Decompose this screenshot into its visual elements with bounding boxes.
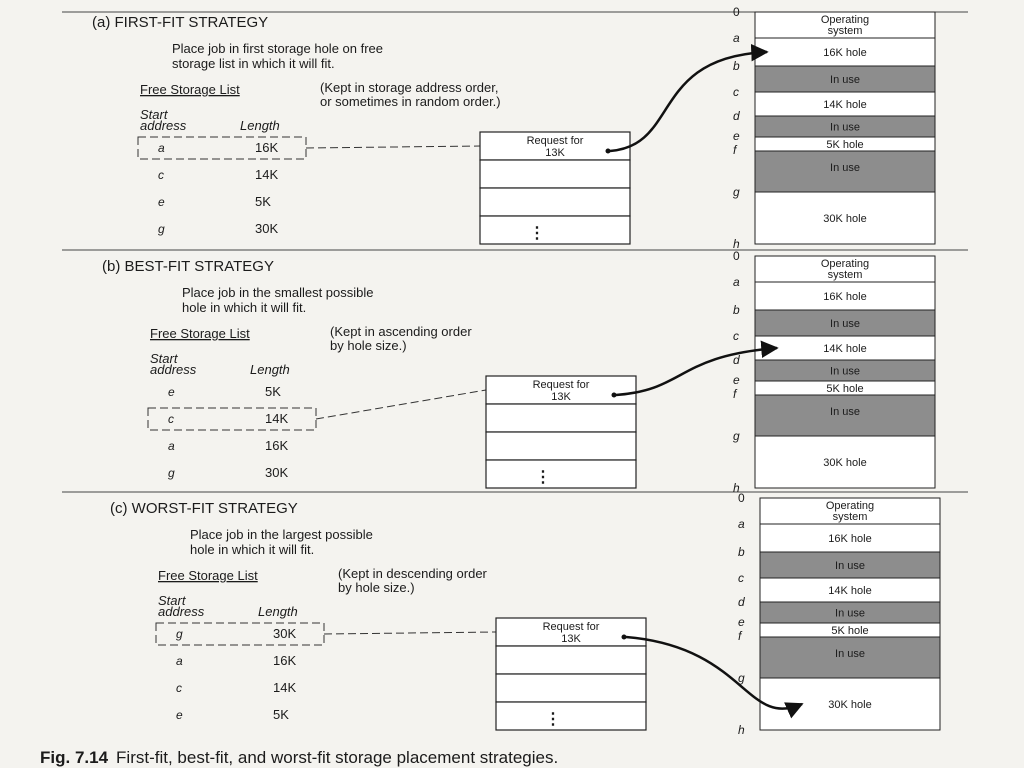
address-marker: 0	[738, 491, 745, 505]
panel-b	[102, 249, 935, 495]
address-marker: g	[733, 185, 740, 199]
placement-arrow	[610, 52, 767, 151]
address-marker: e	[733, 373, 740, 387]
length-header: Length	[250, 362, 290, 377]
os-label: system	[827, 269, 863, 281]
list-row-length: 16K	[265, 438, 289, 453]
panel-title: (a) FIRST-FIT STRATEGY	[92, 14, 269, 31]
request-origin-dot	[606, 149, 611, 154]
request-size: 13K	[561, 633, 581, 645]
list-row-address: c	[168, 412, 174, 426]
hole-label: 5K hole	[826, 383, 864, 395]
request-queue-slot	[480, 188, 630, 216]
request-label: Request for	[526, 135, 584, 147]
address-marker: b	[733, 59, 740, 73]
request-origin-dot	[612, 393, 617, 398]
panel-title: (b) BEST-FIT STRATEGY	[102, 258, 274, 275]
address-marker: g	[738, 671, 745, 685]
hole-label: 30K hole	[823, 213, 867, 225]
request-queue-slot	[480, 160, 630, 188]
list-order-note: (Kept in ascending order	[330, 324, 472, 339]
selection-connector	[324, 632, 496, 634]
list-order-note: by hole size.)	[330, 338, 407, 353]
in-use-label: In use	[830, 318, 860, 330]
list-row-length: 14K	[265, 411, 289, 426]
address-marker: a	[733, 31, 740, 45]
list-row-length: 16K	[273, 653, 297, 668]
strategy-description: Place job in the smallest possible	[182, 285, 374, 300]
hole-label: 16K hole	[823, 291, 867, 303]
list-row-length: 5K	[265, 384, 281, 399]
start-address-header: Start	[140, 107, 168, 122]
list-row-address: e	[168, 385, 175, 399]
list-row-address: c	[158, 168, 164, 182]
list-row-address: e	[176, 708, 183, 722]
placement-arrow	[616, 348, 777, 395]
address-marker: e	[733, 129, 740, 143]
list-row-address: g	[176, 627, 183, 641]
list-row-length: 5K	[255, 194, 271, 209]
in-use-label: In use	[835, 607, 865, 620]
list-row-address: a	[168, 439, 175, 453]
request-label: Request for	[542, 621, 600, 633]
strategy-description: storage list in which it will fit.	[172, 56, 335, 71]
address-marker: h	[733, 237, 740, 251]
free-list-heading: Free Storage List	[158, 568, 258, 583]
address-marker: c	[733, 85, 739, 99]
address-marker: g	[733, 429, 740, 443]
list-row-length: 16K	[255, 140, 279, 155]
request-queue-slot	[486, 404, 636, 432]
request-size: 13K	[545, 147, 565, 159]
request-queue-slot	[496, 646, 646, 674]
strategy-description: hole in which it will fit.	[190, 542, 315, 557]
strategy-description: Place job in first storage hole on free	[172, 41, 384, 56]
os-label: Operating	[825, 500, 875, 512]
in-use-label: In use	[830, 365, 860, 378]
in-use-label: In use	[830, 162, 860, 174]
start-address-header: Start	[150, 351, 178, 366]
length-header: Length	[240, 118, 280, 133]
address-marker: 0	[733, 249, 740, 263]
panel-title: (c) WORST-FIT STRATEGY	[110, 500, 298, 517]
address-marker: e	[738, 615, 745, 629]
list-order-note: (Kept in descending order	[338, 566, 487, 581]
os-label: Operating	[820, 14, 870, 26]
selection-connector	[316, 390, 486, 419]
address-marker: f	[733, 143, 737, 157]
list-row-address: g	[168, 466, 175, 480]
list-order-note: (Kept in storage address order,	[320, 80, 499, 95]
in-use-label: In use	[830, 406, 860, 418]
list-order-note: or sometimes in random order.)	[320, 94, 501, 109]
address-marker: f	[733, 387, 737, 401]
hole-label: 30K hole	[823, 457, 867, 469]
os-label: system	[827, 25, 863, 37]
address-marker: h	[738, 723, 745, 737]
os-label: system	[832, 511, 868, 523]
address-marker: b	[733, 303, 740, 317]
address-marker: b	[738, 545, 745, 559]
free-list-heading: Free Storage List	[150, 326, 250, 341]
figure-number: Fig. 7.14	[40, 748, 109, 767]
os-label: Operating	[820, 258, 870, 270]
hole-label: 16K hole	[828, 533, 872, 545]
hole-label: 14K hole	[823, 99, 867, 111]
address-marker: d	[733, 353, 740, 367]
hole-label: 14K hole	[823, 343, 867, 355]
length-header: Length	[258, 604, 298, 619]
start-address-header: address	[158, 604, 205, 619]
request-queue-slot	[486, 432, 636, 460]
request-queue-slot	[480, 216, 630, 244]
list-order-note: by hole size.)	[338, 580, 415, 595]
request-queue-slot	[496, 674, 646, 702]
hole-label: 16K hole	[823, 47, 867, 59]
hole-label: 5K hole	[826, 139, 864, 151]
list-row-address: g	[158, 222, 165, 236]
address-marker: d	[733, 109, 740, 123]
request-queue-slot	[486, 460, 636, 488]
address-marker: d	[738, 595, 745, 609]
figure-caption	[40, 748, 558, 768]
more-requests-icon: ⋮	[535, 469, 551, 486]
start-address-header: address	[140, 118, 187, 133]
strategy-description: hole in which it will fit.	[182, 300, 307, 315]
figure-caption-text: First-fit, best-fit, and worst-fit storage placement strategies.	[116, 748, 559, 767]
list-row-length: 5K	[273, 707, 289, 722]
in-use-label: In use	[835, 648, 865, 660]
address-marker: c	[733, 329, 739, 343]
address-marker: c	[738, 571, 744, 585]
list-row-address: e	[158, 195, 165, 209]
request-queue-slot	[496, 702, 646, 730]
address-marker: 0	[733, 5, 740, 19]
list-row-address: a	[158, 141, 165, 155]
start-address-header: address	[150, 362, 197, 377]
start-address-header: Start	[158, 593, 186, 608]
list-row-length: 30K	[255, 221, 279, 236]
list-row-length: 14K	[255, 167, 279, 182]
list-row-length: 14K	[273, 680, 297, 695]
in-use-label: In use	[830, 121, 860, 134]
address-marker: h	[733, 481, 740, 495]
list-row-address: c	[176, 681, 182, 695]
address-marker: a	[738, 517, 745, 531]
panel-a	[92, 5, 935, 251]
in-use-label: In use	[830, 74, 860, 86]
hole-label: 5K hole	[831, 625, 869, 637]
hole-label: 14K hole	[828, 585, 872, 597]
panel-c	[110, 491, 940, 737]
more-requests-icon: ⋮	[529, 225, 545, 242]
hole-label: 30K hole	[828, 699, 872, 711]
more-requests-icon: ⋮	[545, 711, 561, 728]
in-use-label: In use	[835, 560, 865, 572]
selection-connector	[306, 146, 480, 148]
address-marker: a	[733, 275, 740, 289]
free-list-heading: Free Storage List	[140, 82, 240, 97]
strategy-description: Place job in the largest possible	[190, 527, 373, 542]
address-marker: f	[738, 629, 742, 643]
request-label: Request for	[532, 379, 590, 391]
request-size: 13K	[551, 391, 571, 403]
request-origin-dot	[622, 635, 627, 640]
list-row-length: 30K	[265, 465, 289, 480]
list-row-address: a	[176, 654, 183, 668]
list-row-length: 30K	[273, 626, 297, 641]
